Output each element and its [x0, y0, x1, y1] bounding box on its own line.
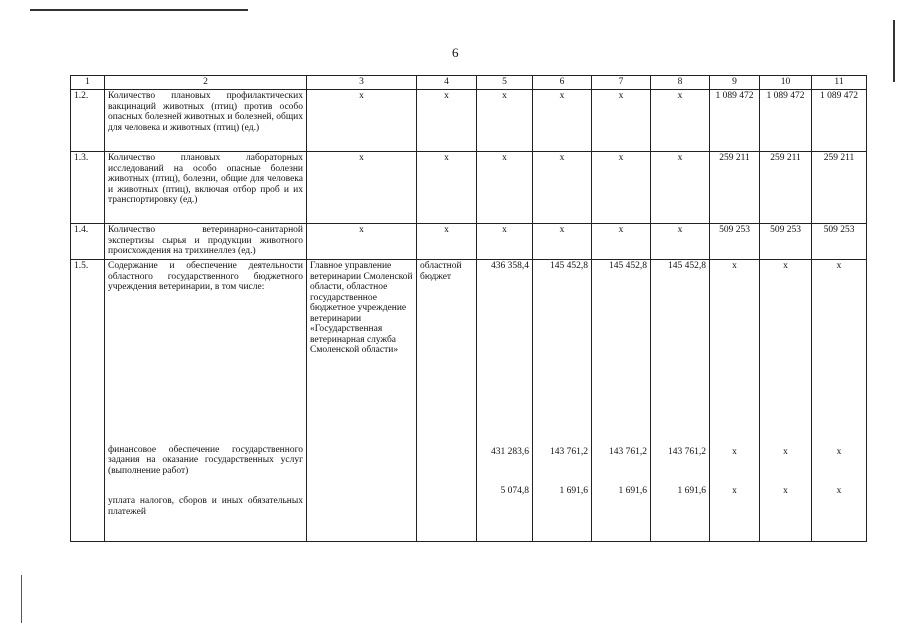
- table-row: [71, 260, 867, 542]
- table-row: [71, 90, 867, 152]
- column-number: 2: [105, 76, 307, 90]
- row-number: 1.4.: [71, 224, 105, 260]
- cell: х: [307, 152, 417, 224]
- value-subitem: х: [783, 485, 788, 496]
- value-subitem: х: [836, 485, 842, 496]
- cell: х: [592, 224, 651, 260]
- cell: 259 211: [710, 152, 760, 224]
- cell: х: [592, 90, 651, 152]
- cell: 1 089 472: [710, 90, 760, 152]
- value-total: 436 358,4: [491, 261, 529, 271]
- page-number: 6: [452, 45, 459, 60]
- value-subitem: 143 761,2: [668, 447, 706, 457]
- funding-source: областной бюджет: [417, 260, 477, 542]
- value-subitem: 431 283,6: [491, 447, 529, 457]
- table-row: [71, 224, 867, 260]
- cell: х: [651, 90, 710, 152]
- cell: 259 211: [760, 152, 812, 224]
- cell: х: [417, 152, 477, 224]
- row-name-cell: [105, 260, 307, 542]
- subitem-name: финансовое обеспечение государственного задания на оказание государственных услуг (выполнение работ): [108, 444, 303, 476]
- cell: х: [417, 224, 477, 260]
- value-subitem: 1 691,6: [559, 485, 588, 496]
- column-number: 4: [417, 76, 477, 90]
- value-total: х: [732, 261, 737, 271]
- column-number: 1: [71, 76, 105, 90]
- column-number: 10: [760, 76, 812, 90]
- cell: 509 253: [812, 224, 867, 260]
- scan-edge-line: [30, 9, 248, 11]
- value-total: х: [783, 261, 788, 271]
- row-name: Количество ветеринарно-санитарной экспертизы сырья и продукции животного происхождения на трихинеллез (ед.): [105, 224, 307, 260]
- cell: 259 211: [812, 152, 867, 224]
- cell: х: [477, 90, 533, 152]
- value-total: х: [836, 261, 842, 271]
- value-subitem: 1 691,6: [677, 485, 706, 496]
- cell: х: [533, 90, 592, 152]
- column-number: 9: [710, 76, 760, 90]
- value-total: 145 452,8: [550, 261, 588, 271]
- cell: [592, 260, 651, 542]
- value-subitem: х: [836, 447, 842, 457]
- column-number: 8: [651, 76, 710, 90]
- cell: [651, 260, 710, 542]
- cell: х: [477, 224, 533, 260]
- cell: х: [417, 90, 477, 152]
- value-subitem: 143 761,2: [609, 447, 647, 457]
- cell: 509 253: [760, 224, 812, 260]
- column-number: 5: [477, 76, 533, 90]
- cell: х: [592, 152, 651, 224]
- row-name: Содержание и обеспечение деятельности областного государственного бюджетного учреждения ветеринарии, в том числе:: [108, 261, 303, 292]
- column-number: 7: [592, 76, 651, 90]
- responsible-executor: Главное управление ветеринарии Смоленской области, областное государственное бюджетное учреждение ветеринарии «Государственная ветеринарная служба Смоленской области»: [307, 260, 417, 542]
- cell: 1 089 472: [812, 90, 867, 152]
- cell: х: [651, 152, 710, 224]
- cell: [710, 260, 760, 542]
- row-number: 1.5.: [71, 260, 105, 542]
- row-number: 1.2.: [71, 90, 105, 152]
- value-subitem: х: [732, 485, 737, 496]
- cell: 1 089 472: [760, 90, 812, 152]
- cell: х: [307, 90, 417, 152]
- subitem-name: уплата налогов, сборов и иных обязательных платежей: [108, 496, 303, 517]
- cell: х: [477, 152, 533, 224]
- row-number: 1.3.: [71, 152, 105, 224]
- cell: х: [651, 224, 710, 260]
- value-subitem: 1 691,6: [618, 485, 647, 496]
- column-number: 3: [307, 76, 417, 90]
- row-name: Количество плановых лабораторных исследований на особо опасные болезни животных (птиц), болезни, общие для человека и животных (птиц), включая отбор проб и их транспортировку (ед.): [105, 152, 307, 224]
- column-number: 11: [812, 76, 867, 90]
- cell: 509 253: [710, 224, 760, 260]
- table-row: [71, 152, 867, 224]
- cell: х: [533, 224, 592, 260]
- value-subitem: х: [783, 447, 788, 457]
- scan-edge-line: [893, 20, 895, 82]
- row-name: Количество плановых профилактических вакцинаций животных (птиц) против особо опасных болезней животных и болезней, общих для человека и животных (птиц) (ед.): [105, 90, 307, 152]
- value-total: 145 452,8: [609, 261, 647, 271]
- value-total: 145 452,8: [668, 261, 706, 271]
- column-number: 6: [533, 76, 592, 90]
- cell: [812, 260, 867, 542]
- cell: х: [533, 152, 592, 224]
- value-subitem: х: [732, 447, 737, 457]
- cell: [533, 260, 592, 542]
- cell: х: [307, 224, 417, 260]
- cell: [477, 260, 533, 542]
- scan-edge-line: [21, 575, 22, 623]
- program-table: [70, 75, 867, 542]
- cell: [760, 260, 812, 542]
- column-number-row: [71, 76, 867, 90]
- value-subitem: 5 074,8: [500, 485, 529, 496]
- value-subitem: 143 761,2: [550, 447, 588, 457]
